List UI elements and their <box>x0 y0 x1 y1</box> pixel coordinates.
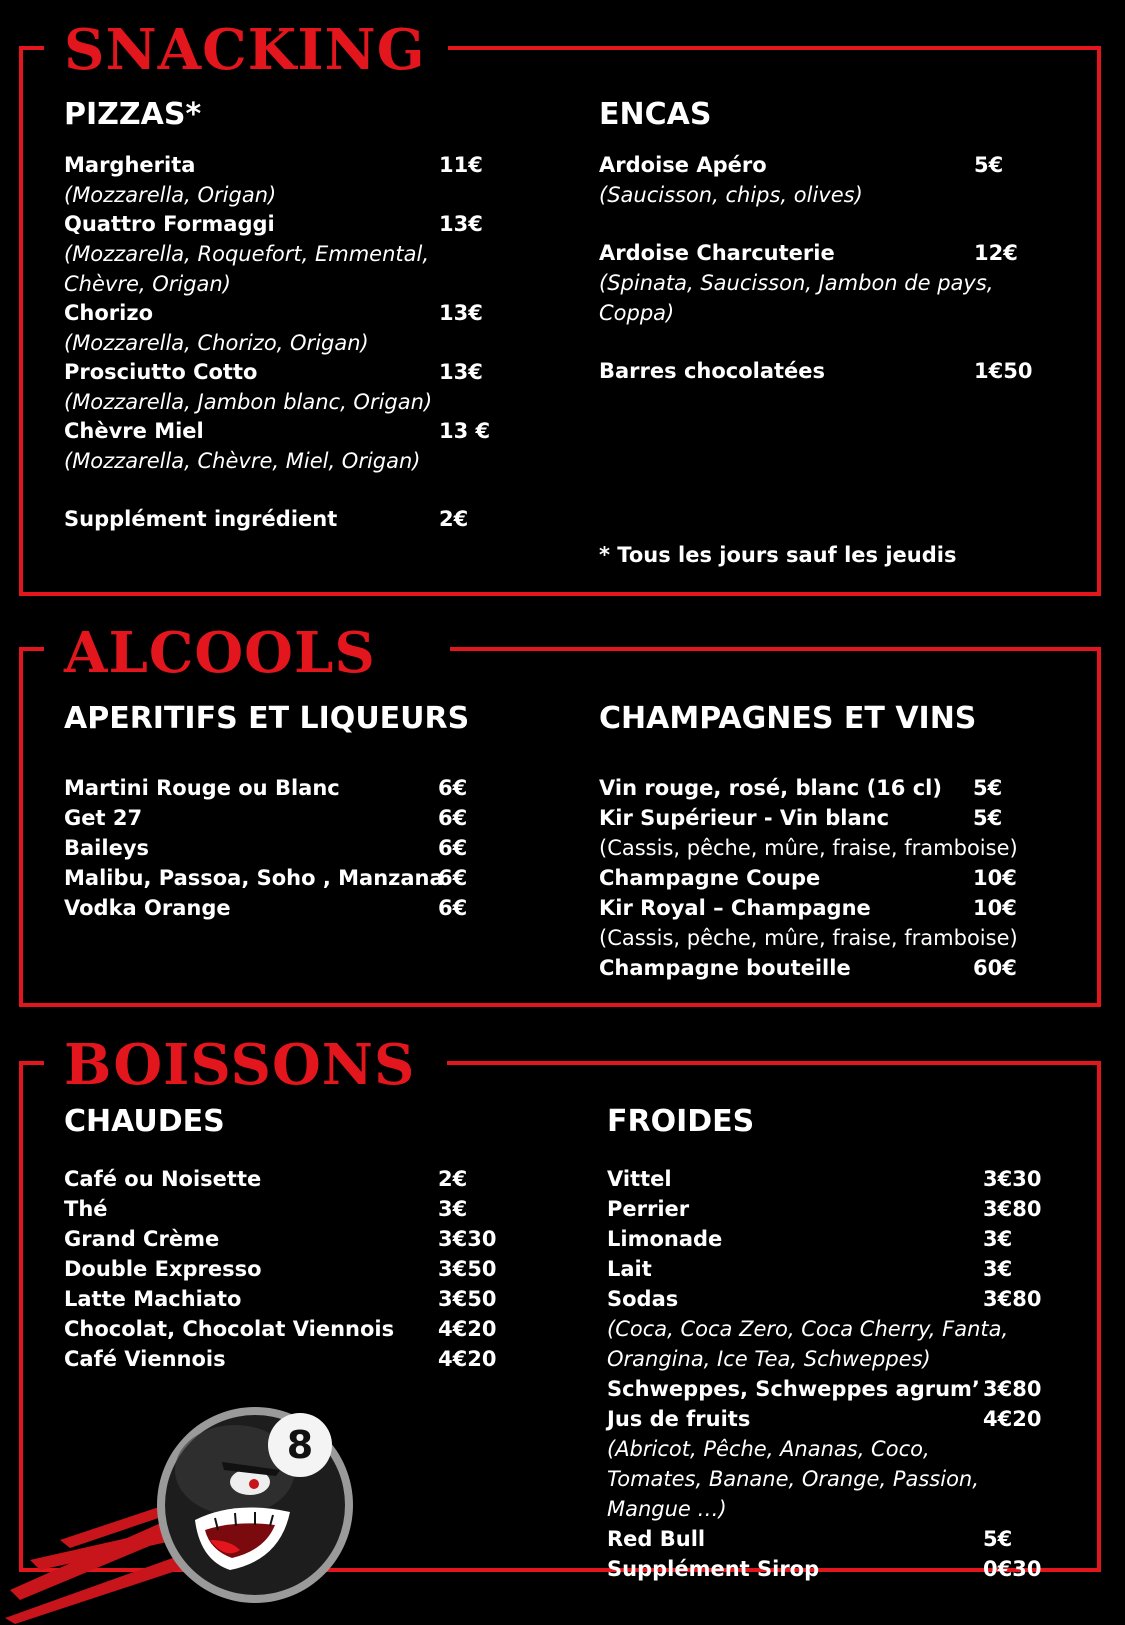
item-name: Chocolat, Chocolat Viennois <box>64 1317 395 1341</box>
item-price: 12€ <box>974 241 1018 265</box>
item-price: 5€ <box>973 806 1003 830</box>
item-price: 13 € <box>439 419 491 443</box>
item-price: 13€ <box>439 301 483 325</box>
froides-column <box>607 1105 1087 1584</box>
item-price: 6€ <box>438 896 468 920</box>
item-name: Vin rouge, rosé, blanc (16 cl) <box>599 776 942 800</box>
list-item <box>599 151 1069 210</box>
item-price: 6€ <box>438 836 468 860</box>
list-item <box>599 357 1069 386</box>
item-price: 2€ <box>438 1167 468 1191</box>
list-item <box>607 1554 1087 1584</box>
item-price: 2€ <box>439 507 469 531</box>
list-item <box>64 1254 504 1284</box>
item-name: Champagne Coupe <box>599 866 821 890</box>
list-item <box>64 1164 504 1194</box>
item-name: Martini Rouge ou Blanc <box>64 776 340 800</box>
item-name: Vittel <box>607 1167 672 1191</box>
item-desc: (Cassis, pêche, mûre, fraise, framboise) <box>599 836 1018 860</box>
item-price: 6€ <box>438 776 468 800</box>
footnote: * Tous les jours sauf les jeudis <box>599 543 957 567</box>
item-price: 5€ <box>973 776 1003 800</box>
list-item <box>607 1194 1087 1224</box>
eight-ball-mascot-icon <box>0 1400 370 1625</box>
item-desc: (Mozzarella, Chèvre, Miel, Origan) <box>64 449 421 473</box>
list-item <box>599 239 1069 328</box>
encas-column <box>599 98 1069 386</box>
item-name: Chorizo <box>64 301 153 325</box>
item-name: Supplément Sirop <box>607 1557 820 1581</box>
item-price: 3€80 <box>983 1287 1042 1311</box>
list-item <box>64 151 504 210</box>
list-item <box>607 1374 1087 1404</box>
item-name: Jus de fruits <box>607 1407 751 1431</box>
item-price: 4€20 <box>438 1317 497 1341</box>
list-item <box>64 773 504 803</box>
list-item <box>607 1164 1087 1194</box>
item-name: Thé <box>64 1197 108 1221</box>
item-price: 6€ <box>438 806 468 830</box>
item-name: Perrier <box>607 1197 690 1221</box>
list-item <box>599 863 1069 893</box>
list-item <box>607 1284 1087 1374</box>
list-item <box>607 1224 1087 1254</box>
champagnes-column <box>599 702 1069 983</box>
list-item <box>599 773 1069 803</box>
item-desc: (Coca, Coca Zero, Coca Cherry, Fanta, Orangina, Ice Tea, Schweppes) <box>607 1317 1009 1371</box>
item-name: Get 27 <box>64 806 143 830</box>
pizzas-heading: PIZZAS* <box>64 97 202 132</box>
item-price: 10€ <box>973 866 1017 890</box>
item-price: 4€20 <box>983 1407 1042 1431</box>
item-name: Vodka Orange <box>64 896 231 920</box>
item-name: Quattro Formaggi <box>64 212 275 236</box>
list-item <box>599 953 1069 983</box>
item-name: Café ou Noisette <box>64 1167 262 1191</box>
list-item <box>64 210 504 299</box>
item-price: 13€ <box>439 360 483 384</box>
item-price: 3€80 <box>983 1377 1042 1401</box>
item-price: 3€ <box>983 1227 1013 1251</box>
supplement-item <box>64 505 504 534</box>
list-item <box>64 893 504 923</box>
item-name: Ardoise Charcuterie <box>599 241 835 265</box>
list-item <box>599 803 1069 863</box>
item-price: 3€30 <box>983 1167 1042 1191</box>
item-name: Barres chocolatées <box>599 359 826 383</box>
item-desc: (Cassis, pêche, mûre, fraise, framboise) <box>599 926 1018 950</box>
list-item <box>607 1404 1087 1524</box>
item-price: 3€30 <box>438 1227 497 1251</box>
list-item <box>607 1254 1087 1284</box>
list-item <box>64 1284 504 1314</box>
item-desc: (Mozzarella, Roquefort, Emmental, Chèvre, Origan) <box>64 242 429 296</box>
list-item <box>64 833 504 863</box>
item-desc: (Mozzarella, Chorizo, Origan) <box>64 331 369 355</box>
pizzas-list <box>64 151 504 534</box>
list-item <box>64 863 504 893</box>
item-name: Malibu, Passoa, Soho , Manzana <box>64 866 444 890</box>
list-item <box>64 1344 504 1374</box>
list-item <box>64 417 504 476</box>
item-price: 5€ <box>983 1527 1013 1551</box>
item-price: 3€80 <box>983 1197 1042 1221</box>
item-name: Baileys <box>64 836 150 860</box>
item-name: Double Expresso <box>64 1257 262 1281</box>
item-price: 3€ <box>983 1257 1013 1281</box>
item-desc: (Abricot, Pêche, Ananas, Coco, Tomates, Banane, Orange, Passion, Mangue …) <box>607 1437 979 1521</box>
item-price: 11€ <box>439 153 483 177</box>
item-price: 1€50 <box>974 359 1033 383</box>
item-name: Schweppes, Schweppes agrum’ <box>607 1377 980 1401</box>
item-desc: (Mozzarella, Jambon blanc, Origan) <box>64 390 433 414</box>
item-name: Margherita <box>64 153 196 177</box>
item-desc: (Mozzarella, Origan) <box>64 183 277 207</box>
champagnes-heading: CHAMPAGNES ET VINS <box>599 701 977 736</box>
aperitifs-column <box>64 702 504 923</box>
list-item <box>64 299 504 358</box>
item-price: 3€50 <box>438 1287 497 1311</box>
list-item <box>64 1314 504 1344</box>
item-name: Café Viennois <box>64 1347 226 1371</box>
list-item <box>64 1194 504 1224</box>
item-name: Limonade <box>607 1227 723 1251</box>
list-item <box>64 1224 504 1254</box>
boissons-title: BOISSONS <box>64 1032 416 1098</box>
item-name: Latte Machiato <box>64 1287 242 1311</box>
aperitifs-heading: APERITIFS ET LIQUEURS <box>64 701 470 736</box>
list-item <box>599 893 1069 953</box>
item-name: Kir Supérieur - Vin blanc <box>599 806 890 830</box>
chaudes-heading: CHAUDES <box>64 1104 225 1139</box>
item-name: Champagne bouteille <box>599 956 851 980</box>
item-price: 6€ <box>438 866 468 890</box>
list-item <box>64 803 504 833</box>
item-price: 60€ <box>973 956 1017 980</box>
item-name: Red Bull <box>607 1527 706 1551</box>
item-desc: (Saucisson, chips, olives) <box>599 183 863 207</box>
item-name: Ardoise Apéro <box>599 153 767 177</box>
encas-heading: ENCAS <box>599 97 712 132</box>
pizzas-column <box>64 98 504 534</box>
item-price: 0€30 <box>983 1557 1042 1581</box>
list-item <box>64 358 504 417</box>
item-price: 5€ <box>974 153 1004 177</box>
item-name: Kir Royal – Champagne <box>599 896 871 920</box>
item-name: Supplément ingrédient <box>64 507 338 531</box>
eight-ball-number: 8 <box>286 1423 314 1467</box>
item-desc: (Spinata, Saucisson, Jambon de pays, Coppa) <box>599 271 994 325</box>
item-name: Grand Crème <box>64 1227 220 1251</box>
alcools-title: ALCOOLS <box>64 620 376 686</box>
item-name: Lait <box>607 1257 652 1281</box>
item-name: Sodas <box>607 1287 679 1311</box>
item-price: 3€ <box>438 1197 468 1221</box>
item-price: 4€20 <box>438 1347 497 1371</box>
list-item <box>607 1524 1087 1554</box>
froides-heading: FROIDES <box>607 1104 755 1139</box>
item-price: 3€50 <box>438 1257 497 1281</box>
chaudes-column <box>64 1105 504 1374</box>
snacking-title: SNACKING <box>64 17 426 83</box>
item-name: Chèvre Miel <box>64 419 204 443</box>
item-price: 13€ <box>439 212 483 236</box>
item-price: 10€ <box>973 896 1017 920</box>
item-name: Prosciutto Cotto <box>64 360 258 384</box>
